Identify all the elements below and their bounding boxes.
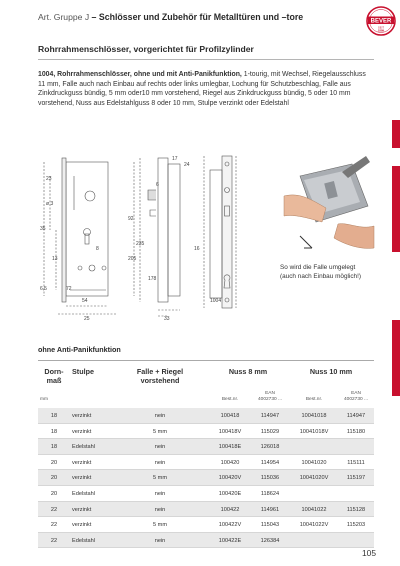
table-row: 18 verzinkt 5 mm 100418V 115029 10041018V 115180: [38, 424, 374, 440]
svg-text:ø 3: ø 3: [46, 201, 54, 207]
logo-text: BEVER: [370, 18, 392, 25]
table-row: 22 verzinkt 5 mm 100422V 115043 10041022V 115203: [38, 517, 374, 533]
svg-text:24: 24: [184, 162, 190, 168]
svg-text:72: 72: [66, 286, 72, 292]
side-tab-middle: [392, 166, 400, 252]
product-photo: [282, 152, 376, 256]
svg-text:54: 54: [82, 298, 88, 304]
page-header: [38, 12, 358, 22]
svg-text:6,5: 6,5: [40, 286, 47, 292]
page-subtitle: Rohrrahmenschlösser, vorgerichtet für Profilzylinder: [38, 44, 254, 54]
table-row: 20 verzinkt nein 100420 114954 10041020 115111: [38, 455, 374, 471]
table-row: 18 verzinkt nein 100418 114947 10041018 114947: [38, 408, 374, 424]
svg-text:17: 17: [172, 156, 178, 162]
header-stulpe: Stulpe: [72, 367, 94, 376]
table-title: ohne Anti-Panikfunktion: [38, 345, 121, 354]
logo-year: 1889: [377, 28, 385, 33]
svg-text:13: 13: [52, 256, 58, 262]
table-row: 20 verzinkt 5 mm 100420V 115036 10041020V 115197: [38, 470, 374, 486]
table-row: 18 Edelstahl nein 100418E 126018: [38, 439, 374, 455]
table-row: 22 Edelstahl nein 100422E 126384: [38, 533, 374, 549]
divider: [38, 59, 374, 60]
table-body: [38, 408, 374, 548]
drawing-model-label: 1004: [210, 298, 222, 304]
svg-text:33: 33: [164, 316, 170, 322]
section-title: – Schlösser und Zubehör für Metalltüren und –tore: [91, 12, 304, 22]
caption-line-1: So wird die Falle umgelegt: [280, 264, 356, 271]
caption-line-2: (auch nach Einbau möglich!): [280, 272, 361, 280]
header-falle: Falle + Riegel vorstehend: [136, 367, 184, 385]
photo-caption: [280, 264, 380, 281]
table-row: 22 verzinkt nein 100422 114961 10041022 115128: [38, 502, 374, 518]
subheader-best10: Best.nr.: [305, 397, 323, 402]
svg-text:235: 235: [136, 241, 145, 247]
subheader-ean8: EAN 4002730 ...: [257, 391, 282, 402]
product-name: 1004, Rohrrahmenschlösser, ohne und mit Anti-Panikfunktion,: [38, 71, 242, 78]
svg-text:16: 16: [194, 246, 200, 252]
header-nuss8: Nuss 8 mm: [228, 367, 268, 376]
page-number: 105: [362, 548, 376, 558]
subheader-best8: Best.nr.: [221, 397, 239, 402]
svg-text:8: 8: [96, 246, 99, 252]
technical-drawing: [36, 150, 272, 322]
side-tab-upper: [392, 120, 400, 148]
group-prefix: Art. Gruppe: [38, 12, 83, 22]
subheader-mm: mm: [40, 397, 48, 402]
bever-logo: [366, 6, 396, 36]
side-tab-lower: [392, 320, 400, 396]
svg-text:178: 178: [148, 276, 157, 282]
svg-text:6: 6: [156, 182, 159, 188]
svg-text:205: 205: [128, 256, 137, 262]
svg-text:92: 92: [128, 216, 134, 222]
header-nuss10: Nuss 10 mm: [309, 367, 353, 376]
svg-text:35: 35: [40, 226, 46, 232]
product-description: [38, 70, 374, 108]
table-header: [38, 360, 374, 410]
product-details: 1-tourig, mit Wechsel, Riegelausschluss 11 mm, Falle auch nach Einbau auf rechts oder links umlegbar, Lochung für Schutzbeschlag, Falle aus Zinkdruckguss bündig, 5 mm oder10 mm vorstehend, Riegel aus Zinkdruckguss bündig, 5 oder 10 mm vorstehend, Nuss aus Edelstahlguss 8 oder 10 mm, Stulpe verzinkt oder Edelstahl: [38, 71, 366, 107]
table-row: 20 Edelstahl nein 100420E 118624: [38, 486, 374, 502]
subheader-ean10: EAN 4002730 ...: [343, 391, 368, 402]
group-number: J: [84, 12, 90, 22]
svg-text:23: 23: [46, 176, 52, 182]
header-dornmass: Dorn- maß: [44, 367, 64, 385]
logo-since: SEIT: [377, 25, 385, 30]
svg-text:25: 25: [84, 316, 90, 322]
